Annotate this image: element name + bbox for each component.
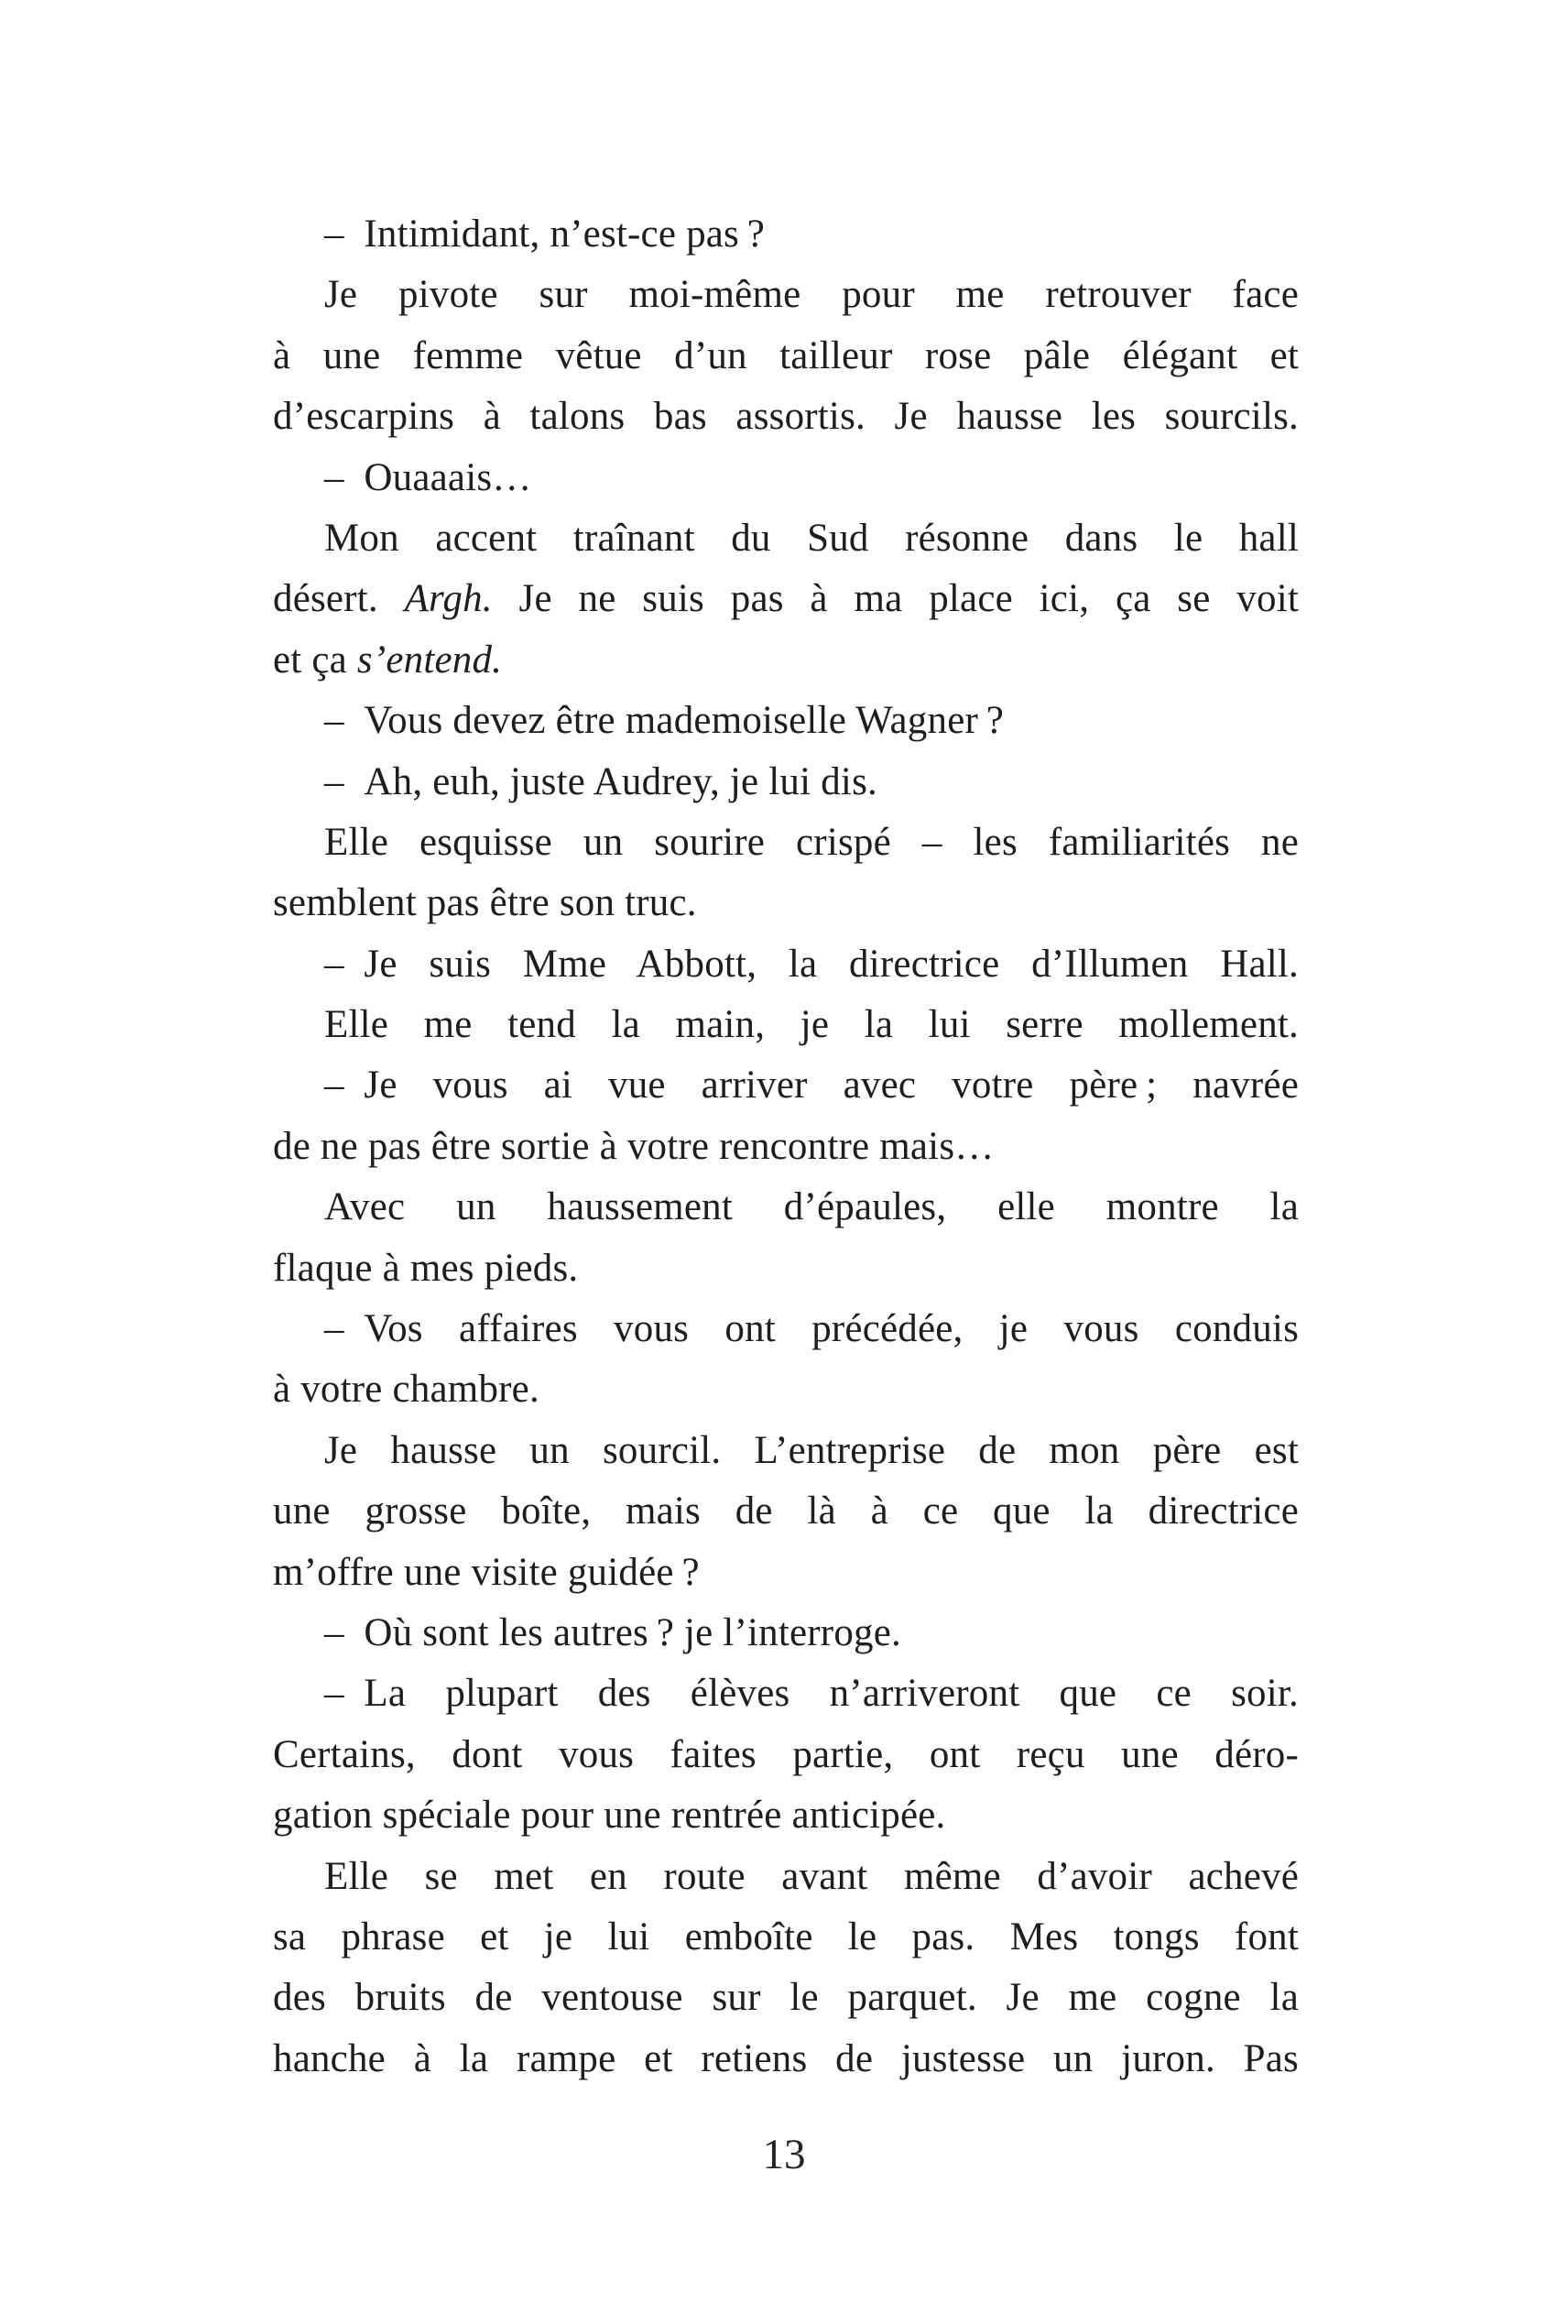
text-line [273,1299,1299,1359]
text-segment: gation spéciale pour une rentrée anticipée. [273,1794,946,1838]
text-segment: semblent pas être son truc. [273,881,697,925]
text-line [273,1603,1299,1664]
text-segment: Je hausse un sourcil. L’entreprise de mon père est [324,1428,1299,1472]
text-segment: et ça [273,638,357,682]
text-segment: désert. [273,577,405,621]
text-line [273,265,1299,325]
text-segment: des bruits de ventouse sur le parquet. Je me cogne la [273,1976,1299,2020]
text-block [273,204,1299,2089]
text-segment: d’escarpins à talons bas assortis. Je hausse les sourcils. [273,395,1299,439]
italic-text-segment: Argh. [404,577,493,621]
text-segment: – Vous devez être mademoiselle Wagner ? [324,699,1005,743]
text-segment: Je ne suis pas à ma place ici, ça se voit [492,577,1299,621]
text-line [273,995,1299,1055]
text-segment: Elle me tend la main, je la lui serre mollement. [324,1003,1299,1047]
text-line [273,752,1299,813]
text-line [273,1907,1299,1968]
text-line [273,387,1299,447]
text-line [273,873,1299,933]
text-line [273,1847,1299,1907]
text-line [273,569,1299,629]
text-segment: Certains, dont vous faites partie, ont reçu une déro- [273,1732,1299,1776]
text-line [273,1664,1299,1724]
text-segment: à une femme vêtue d’un tailleur rose pâle élégant et [273,333,1299,377]
text-line [273,1177,1299,1238]
text-segment: flaque à mes pieds. [273,1246,579,1290]
text-line [273,630,1299,691]
text-line [273,1968,1299,2028]
text-segment: une grosse boîte, mais de là à ce que la directrice [273,1489,1299,1533]
text-line [273,1359,1299,1420]
text-segment: – Ah, euh, juste Audrey, je lui dis. [324,759,877,803]
text-segment: – Où sont les autres ? je l’interroge. [324,1610,901,1654]
text-line [273,691,1299,751]
text-line [273,1785,1299,1846]
text-segment: Mon accent traînant du Sud résonne dans le hall [324,516,1299,560]
text-segment: – Ouaaais… [324,455,532,499]
text-line [273,1421,1299,1481]
text-segment: de ne pas être sortie à votre rencontre mais… [273,1124,995,1168]
text-segment: – Je suis Mme Abbott, la directrice d’Illumen Hall. [324,942,1299,986]
text-segment: Avec un haussement d’épaules, elle montre la [324,1185,1299,1229]
text-segment: – Je vous ai vue arriver avec votre père ; navrée [324,1064,1299,1107]
text-line [273,326,1299,387]
text-segment: à votre chambre. [273,1368,539,1412]
text-line [273,1055,1299,1116]
text-segment: m’offre une visite guidée ? [273,1550,700,1594]
text-segment: – La plupart des élèves n’arriveront que ce soir. [324,1672,1299,1716]
text-line [273,1725,1299,1785]
text-line [273,1117,1299,1177]
italic-text-segment: s’entend. [356,638,503,682]
text-segment: – Vos affaires vous ont précédée, je vous conduis [324,1307,1299,1351]
text-line [273,204,1299,265]
text-segment: Je pivote sur moi-même pour me retrouver face [324,273,1299,317]
text-segment: Elle se met en route avant même d’avoir achevé [324,1854,1299,1898]
text-line [273,934,1299,995]
text-line [273,1238,1299,1299]
text-line [273,448,1299,508]
page-number: 13 [762,2131,806,2178]
text-segment: sa phrase et je lui emboîte le pas. Mes tongs font [273,1915,1299,1958]
text-line [273,508,1299,569]
text-segment: – Intimidant, n’est-ce pas ? [324,213,766,256]
text-segment: Elle esquisse un sourire crispé – les familiarités ne [324,820,1299,864]
text-line [273,813,1299,873]
text-line [273,2029,1299,2089]
text-line [273,1481,1299,1542]
text-line [273,1543,1299,1603]
text-segment: hanche à la rampe et retiens de justesse un juron. Pas [273,2036,1299,2080]
